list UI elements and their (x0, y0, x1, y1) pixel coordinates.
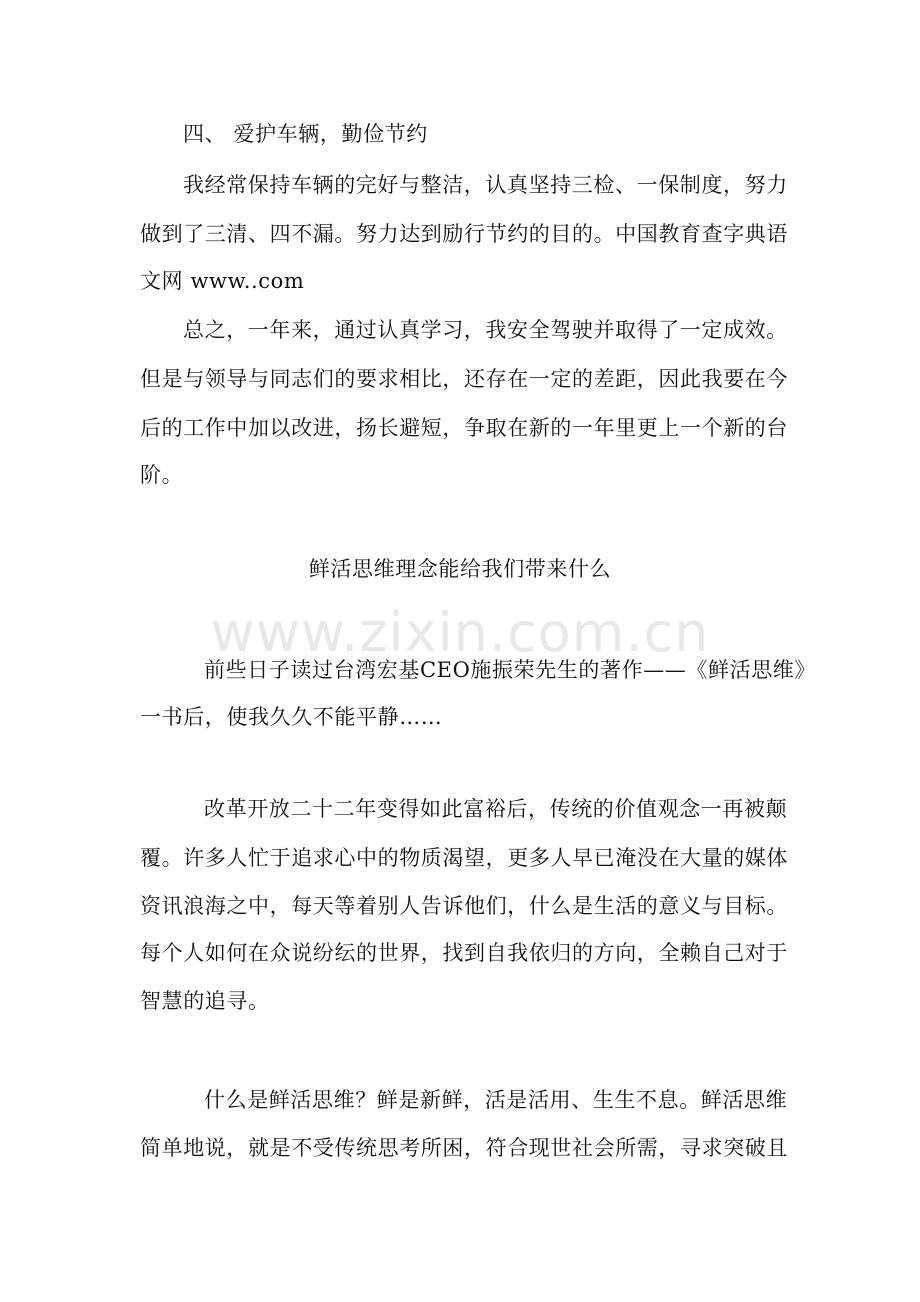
paragraph-line: 前些日子读过台湾宏基CEO施振荣先生的著作——《鲜活思维》 (204, 658, 817, 682)
paragraph-line: 改革开放二十二年变得如此富裕后，传统的价值观念一再被颠 (204, 797, 788, 821)
paragraph-line: 做到了三清、四不漏。努力达到励行节约的目的。中国教育查字典语 (140, 222, 788, 246)
watermark: www.zixin.com.cn (210, 601, 710, 664)
paragraph-line: 每个人如何在众说纷纭的世界，找到自我依归的方向，全赖自己对于 (140, 941, 788, 965)
paragraph-line: 简单地说，就是不受传统思考所困，符合现世社会所需，寻求突破且 (140, 1136, 788, 1160)
paragraph-line: 但是与领导与同志们的要求相比，还存在一定的差距，因此我要在今 (140, 367, 788, 391)
paragraph-line: 阶。 (140, 463, 184, 487)
paragraph-line: 一书后，使我久久不能平静…… (140, 705, 443, 729)
paragraph-line: 资讯浪海之中，每天等着别人告诉他们，什么是生活的意义与目标。 (140, 894, 788, 918)
paragraph-line: 覆。许多人忙于追求心中的物质渴望，更多人早已淹没在大量的媒体 (140, 846, 788, 870)
paragraph-line: 我经常保持车辆的完好与整洁，认真坚持三检、一保制度，努力 (183, 173, 788, 197)
paragraph-line: 后的工作中加以改进，扬长避短，争取在新的一年里更上一个新的台 (140, 416, 788, 440)
paragraph-line: 智慧的追寻。 (140, 989, 270, 1013)
paragraph-line: 文网 www..com (140, 269, 305, 293)
section-heading: 四、 爱护车辆，勤俭节约 (183, 122, 428, 146)
article-title: 鲜活思维理念能给我们带来什么 (308, 557, 612, 581)
paragraph-line: 总之，一年来，通过认真学习，我安全驾驶并取得了一定成效。 (183, 318, 788, 342)
paragraph-line: 什么是鲜活思维？鲜是新鲜，活是活用、生生不息。鲜活思维 (204, 1088, 788, 1112)
